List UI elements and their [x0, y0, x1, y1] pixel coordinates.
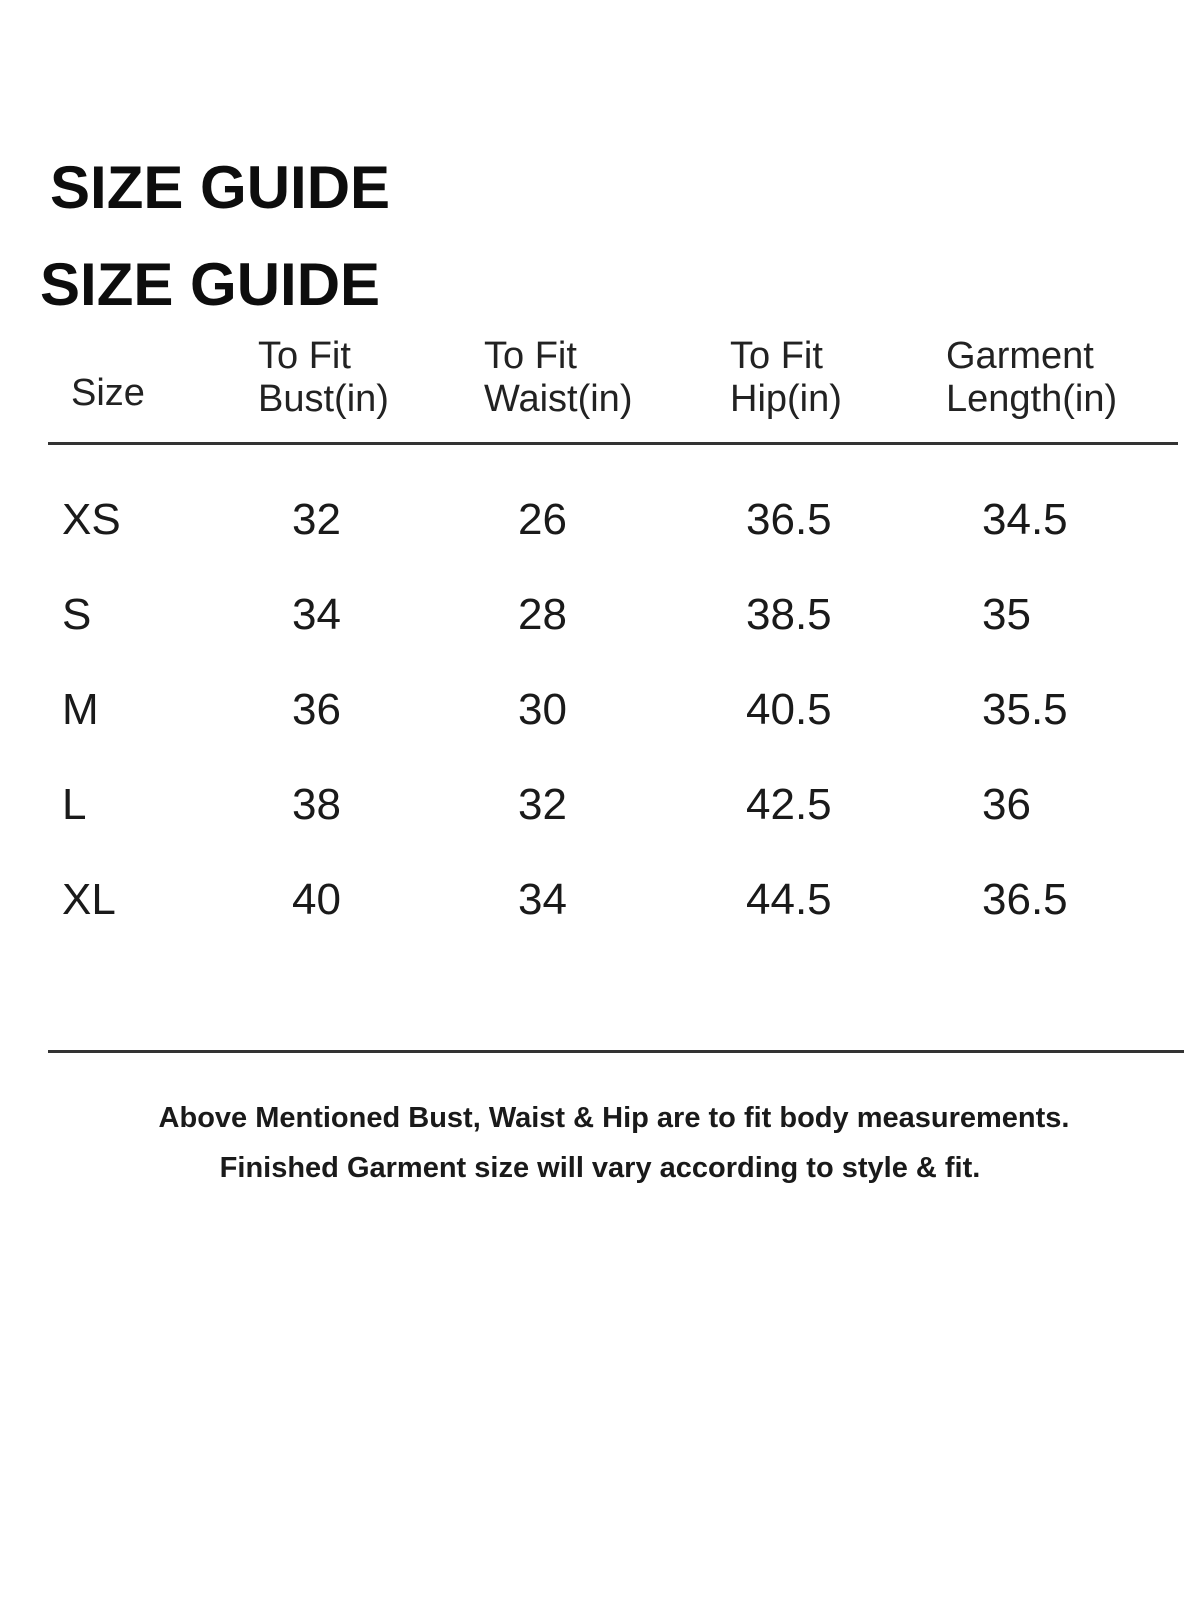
header-divider [48, 442, 1178, 445]
header-waist-line-2: Waist(in) [484, 378, 633, 420]
cell-bust: 34 [292, 590, 341, 639]
header-size [71, 372, 145, 415]
header-hip-line-2: Hip(in) [730, 378, 842, 420]
cell-length: 36.5 [982, 875, 1068, 924]
table-row [0, 490, 1200, 550]
cell-length: 35 [982, 590, 1031, 639]
cell-size: XS [62, 495, 121, 544]
cell-waist: 30 [518, 685, 567, 734]
table-row [0, 775, 1200, 835]
cell-waist: 32 [518, 780, 567, 829]
cell-waist: 28 [518, 590, 567, 639]
header-hip [730, 335, 842, 421]
cell-hip: 42.5 [746, 780, 832, 829]
cell-hip: 38.5 [746, 590, 832, 639]
cell-hip: 44.5 [746, 875, 832, 924]
cell-size: S [62, 590, 92, 639]
fit-note: Above Mentioned Bust, Waist & Hip are to fit body measurements. [158, 1102, 1070, 1134]
cell-size: L [62, 780, 87, 829]
page-title: SIZE GUIDE [50, 154, 391, 221]
cell-length: 36 [982, 780, 1031, 829]
header-waist-line-1: To Fit [484, 335, 577, 377]
header-size-label: Size [71, 372, 145, 414]
table-row [0, 870, 1200, 930]
cell-length: 35.5 [982, 685, 1068, 734]
header-bust [258, 335, 389, 421]
header-bust-line-1: To Fit [258, 335, 351, 377]
header-length-line-1: Garment [946, 335, 1094, 377]
cell-bust: 36 [292, 685, 341, 734]
footer-divider [48, 1050, 1184, 1053]
cell-size: M [62, 685, 99, 734]
header-hip-line-1: To Fit [730, 335, 823, 377]
table-row [0, 585, 1200, 645]
garment-note: Finished Garment size will vary according to style & fit. [219, 1152, 981, 1184]
header-waist [484, 335, 632, 421]
cell-bust: 38 [292, 780, 341, 829]
cell-waist: 34 [518, 875, 567, 924]
cell-hip: 36.5 [746, 495, 832, 544]
cell-size: XL [62, 875, 116, 924]
cell-bust: 40 [292, 875, 341, 924]
header-length-line-2: Length(in) [946, 378, 1118, 420]
cell-bust: 32 [292, 495, 341, 544]
cell-hip: 40.5 [746, 685, 832, 734]
table-row [0, 680, 1200, 740]
header-length [946, 335, 1117, 421]
cell-waist: 26 [518, 495, 567, 544]
header-bust-line-2: Bust(in) [258, 378, 389, 420]
page-title-repeat: SIZE GUIDE [40, 251, 381, 318]
cell-length: 34.5 [982, 495, 1068, 544]
